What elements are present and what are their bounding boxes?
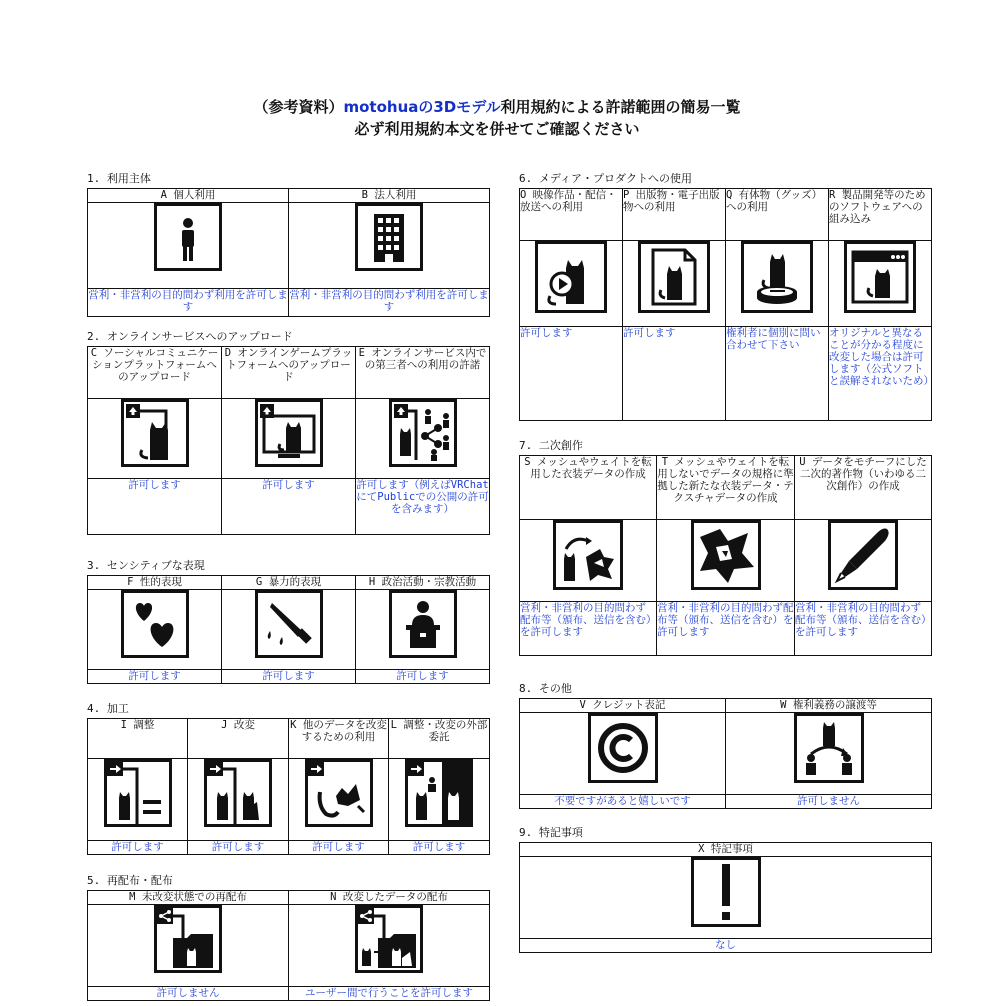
- col-header-m: M 未改変状態での再配布: [88, 891, 289, 905]
- redistribute-icon: [154, 905, 222, 973]
- section-title: 4. 加工: [87, 702, 129, 715]
- col-header-u: U データをモチーフにした二次的著作物（いわゆる二次創作）の作成: [795, 456, 932, 520]
- section-title: 6. メディア・プロダクトへの使用: [519, 172, 692, 185]
- section-media-products: [519, 170, 932, 421]
- permission-r: オリジナルと異なることが分かる程度に改変した場合は許可します（公式ソフトと誤解されないため）: [829, 327, 932, 421]
- permission-s: 営利・非営利の目的問わず配布等（頒布、送信を含む）を許可します: [520, 602, 657, 656]
- permission-n: ユーザー間で行うことを許可します: [289, 987, 490, 1001]
- reuse-icon: [305, 759, 373, 827]
- permission-i: 許可します: [88, 841, 188, 855]
- col-header-q: Q 有体物（グッズ）への利用: [726, 189, 829, 241]
- section-other: [519, 680, 932, 809]
- video-icon: [535, 241, 607, 313]
- col-header-t: T メッシュやウェイトを転用しないでデータの規格に準拠した新たな衣装データ・テクスチャデータの作成: [657, 456, 795, 520]
- exclamation-icon: [691, 857, 761, 927]
- permission-w: 許可しません: [726, 795, 932, 809]
- share-third-party-icon: [389, 399, 457, 467]
- col-header-n: N 改変したデータの配布: [289, 891, 490, 905]
- col-header-s: S メッシュやウェイトを転用した衣装データの作成: [520, 456, 657, 520]
- section-title: 9. 特記事項: [519, 826, 583, 839]
- permission-d: 許可します: [222, 479, 356, 535]
- permission-e: 許可します（例えばVRChatにてPublicでの公開の許可を含みます）: [356, 479, 490, 535]
- figure-icon: [741, 241, 813, 313]
- building-icon: [355, 203, 423, 271]
- section-title: 1. 利用主体: [87, 172, 151, 185]
- permission-q: 権利者に個別に問い合わせて下さい: [726, 327, 829, 421]
- permission-o: 許可します: [520, 327, 623, 421]
- permission-l: 許可します: [389, 841, 490, 855]
- permission-g: 許可します: [222, 670, 356, 684]
- modify-icon: [204, 759, 272, 827]
- col-header-o: O 映像作品・配信・放送への利用: [520, 189, 623, 241]
- col-header-j: J 改変: [188, 719, 289, 759]
- col-header-v: V クレジット表記: [520, 699, 726, 713]
- col-header-p: P 出版物・電子出版物への利用: [623, 189, 726, 241]
- col-header-c: C ソーシャルコミュニケーションプラットフォームへのアップロード: [88, 347, 222, 399]
- new-costume-icon: [691, 520, 761, 590]
- podium-icon: [389, 590, 457, 658]
- section-online-upload: [87, 328, 490, 535]
- title-suffix: 利用規約による許諾範囲の簡易一覧: [500, 98, 741, 116]
- col-header-b: B 法人利用: [289, 189, 490, 203]
- section-title: 5. 再配布・配布: [87, 874, 173, 887]
- permission-t: 営利・非営利の目的問わず配布等（頒布、送信を含む）を許可します: [657, 602, 795, 656]
- page-subtitle: 必ず利用規約本文を併せてご確認ください: [354, 120, 640, 138]
- col-header-l: L 調整・改変の外部委託: [389, 719, 490, 759]
- permission-h: 許可します: [356, 670, 490, 684]
- page-title: [0, 96, 994, 117]
- upload-game-icon: [255, 399, 323, 467]
- upload-avatar-icon: [121, 399, 189, 467]
- permission-k: 許可します: [289, 841, 389, 855]
- permission-u: 営利・非営利の目的問わず配布等（頒布、送信を含む）を許可します: [795, 602, 932, 656]
- software-icon: [844, 241, 916, 313]
- permission-c: 許可します: [88, 479, 222, 535]
- distribute-modified-icon: [355, 905, 423, 973]
- col-header-h: H 政治活動・宗教活動: [356, 576, 490, 590]
- permission-j: 許可します: [188, 841, 289, 855]
- permission-a: 営利・非営利の目的問わず利用を許可します: [88, 289, 289, 317]
- hearts-icon: [121, 590, 189, 658]
- publication-icon: [638, 241, 710, 313]
- section-sensitive-expression: [87, 557, 490, 684]
- outsource-icon: [405, 759, 473, 827]
- section-redistribution: [87, 872, 490, 1001]
- person-icon: [154, 203, 222, 271]
- permission-x: なし: [520, 939, 932, 953]
- adjust-icon: [104, 759, 172, 827]
- permission-f: 許可します: [88, 670, 222, 684]
- copyright-icon: [588, 713, 658, 783]
- pen-icon: [828, 520, 898, 590]
- col-header-f: F 性的表現: [88, 576, 222, 590]
- transfer-icon: [794, 713, 864, 783]
- col-header-w: W 権利義務の譲渡等: [726, 699, 932, 713]
- col-header-i: I 調整: [88, 719, 188, 759]
- col-header-k: K 他のデータを改変するための利用: [289, 719, 389, 759]
- col-header-d: D オンラインゲームプラットフォームへのアップロード: [222, 347, 356, 399]
- title-prefix: （参考資料）: [253, 98, 344, 116]
- col-header-r: R 製品開発等のためのソフトウェアへの組み込み: [829, 189, 932, 241]
- section-special-notes: [519, 824, 932, 953]
- section-derivative-works: [519, 437, 932, 656]
- section-title: 3. センシティブな表現: [87, 559, 205, 572]
- permission-p: 許可します: [623, 327, 726, 421]
- section-title: 2. オンラインサービスへのアップロード: [87, 330, 293, 343]
- permission-v: 不要ですがあると嬉しいです: [520, 795, 726, 809]
- col-header-a: A 個人利用: [88, 189, 289, 203]
- costume-icon: [553, 520, 623, 590]
- col-header-g: G 暴力的表現: [222, 576, 356, 590]
- section-title: 7. 二次創作: [519, 439, 583, 452]
- permission-b: 営利・非営利の目的問わず利用を許可します: [289, 289, 490, 317]
- knife-icon: [255, 590, 323, 658]
- section-title: 8. その他: [519, 682, 572, 695]
- permission-m: 許可しません: [88, 987, 289, 1001]
- title-brand: motohuaの3Dモデル: [343, 98, 501, 116]
- col-header-x: X 特記事項: [520, 843, 932, 857]
- col-header-e: E オンラインサービス内での第三者への利用の許諾: [356, 347, 490, 399]
- section-processing: [87, 700, 490, 855]
- section-usage-subject: [87, 170, 490, 317]
